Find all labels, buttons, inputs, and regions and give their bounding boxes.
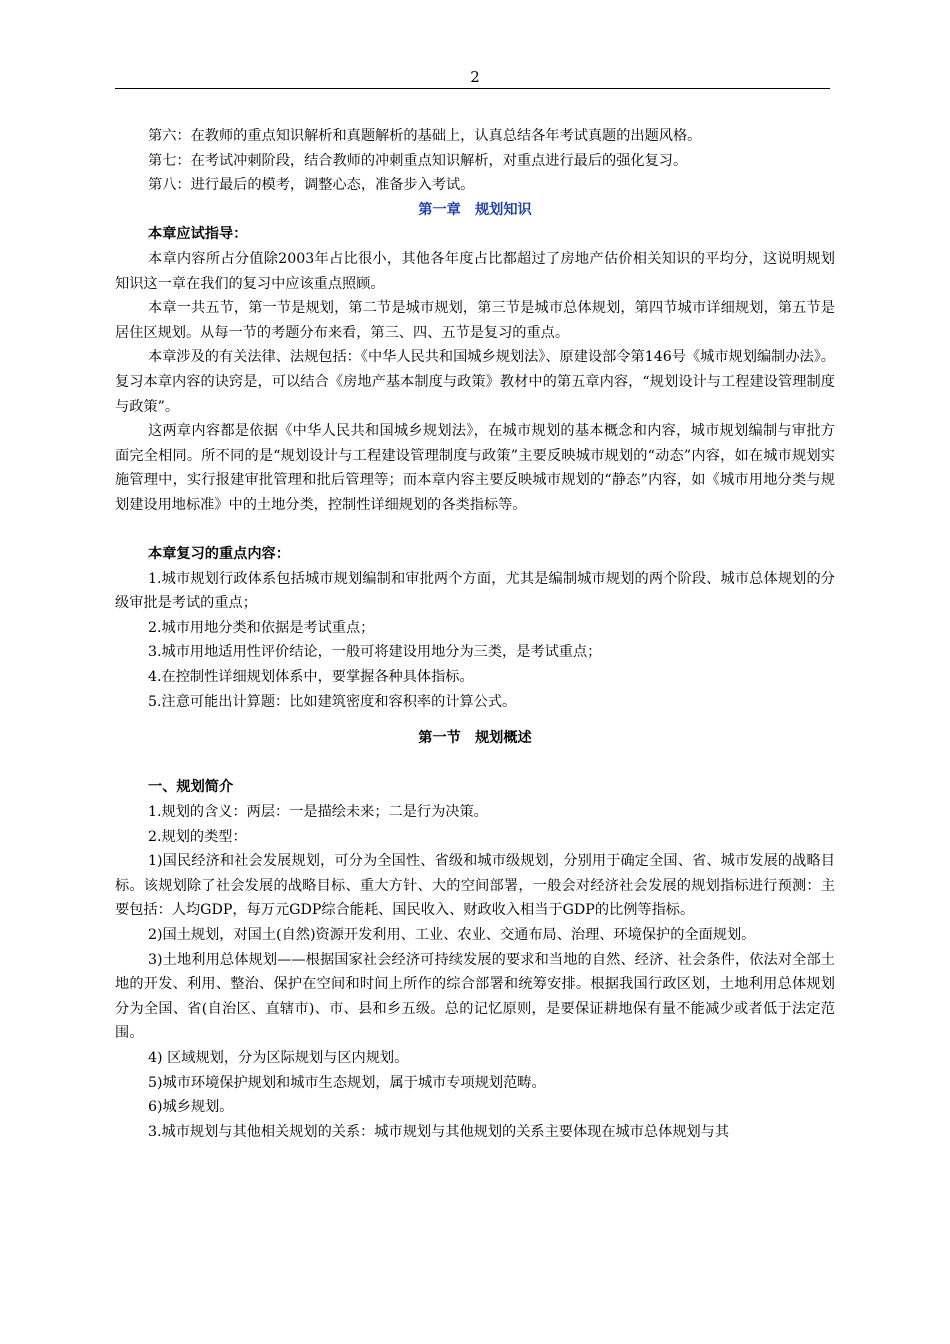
step-seven-line: 第七：在考试冲刺阶段，结合教师的冲刺重点知识解析，对重点进行最后的强化复习。 <box>148 152 688 169</box>
body-paragraph: 5)城市环境保护规划和城市生态规划，属于城市专项规划范畴。 <box>148 1074 546 1091</box>
page-content <box>115 124 835 1144</box>
spacer <box>115 714 835 726</box>
body-paragraph: 1.规划的含义：两层：一是描绘未来；二是行为决策。 <box>148 804 488 821</box>
header-rule <box>115 88 830 89</box>
body-paragraph: 3.城市规划与其他相关规划的关系：城市规划与其他规划的关系主要体现在城市总体规划与其 <box>148 1123 730 1140</box>
chapter-title: 第一章 规划知识 <box>418 201 532 218</box>
step-six-line: 第六：在教师的重点知识解析和真题解析的基础上，认真总结各年考试真题的出题风格。 <box>148 128 702 144</box>
body-paragraph: 6)城乡规划。 <box>148 1099 234 1116</box>
spacer <box>115 518 835 543</box>
body-paragraph: 4) 区域规划，分为区际规划与区内规划。 <box>148 1049 409 1066</box>
key-heading: 本章复习的重点内容： <box>148 546 290 563</box>
subsection-heading: 一、规划简介 <box>148 779 234 796</box>
spacer <box>115 751 835 776</box>
guide-paragraph: 本章涉及的有关法律、法规包括：《中华人民共和国城乡规划法》、原建设部令第146号《城市规划编制办法》。复习本章内容的诀窍是，可以结合《房地产基本制度与政策》教材中的第五章内容，“规划设计与工程建设管理制度与政策”。 <box>115 349 835 415</box>
key-point: 4.在控制性详细规划体系中，要掌握各种具体指标。 <box>148 669 474 686</box>
key-point: 3.城市用地适用性评价结论，一般可将建设用地分为三类，是考试重点； <box>148 644 602 661</box>
key-point: 5.注意可能出计算题：比如建筑密度和容积率的计算公式。 <box>148 693 517 710</box>
page-number: 2 <box>470 68 480 86</box>
guide-paragraph: 这两章内容都是依据《中华人民共和国城乡规划法》，在城市规划的基本概念和内容，城市规划编制与审批方面完全相同。所不同的是“规划设计与工程建设管理制度与政策”主要反映城市规划的“动态”内容，如在城市规划实施管理中，实行报建审批管理和批后管理等；而本章内容主要反映城市规划的“静态”内容，如《城市用地分类与规划建设用地标准》中的土地分类，控制性详细规划的各类指标等。 <box>115 423 835 513</box>
guide-paragraph: 本章一共五节，第一节是规划，第二节是城市规划，第三节是城市总体规划，第四节城市详细规划，第五节是居住区规划。从每一节的考题分布来看，第三、四、五节是复习的重点。 <box>115 300 835 341</box>
guide-paragraph: 本章内容所占分值除2003年占比很小，其他各年度占比都超过了房地产估价相关知识的平均分，这说明规划知识这一章在我们的复习中应该重点照顾。 <box>115 250 835 292</box>
body-paragraph: 1)国民经济和社会发展规划，可分为全国性、省级和城市级规划，分别用于确定全国、省、城市发展的战略目标。该规划除了社会发展的战略目标、重大方针、大的空间部署，一般会对经济社会发展的规划指标进行预测：主要包括：人均GDP，每万元GDP综合能耗、国民收入、财政收入相当于GDP的比例等指标。 <box>115 853 835 919</box>
step-eight-line: 第八：进行最后的模考，调整心态，准备步入考试。 <box>148 177 475 194</box>
body-paragraph: 3)土地利用总体规划——根据国家社会经济可持续发展的要求和当地的自然、经济、社会条件，依法对全部土地的开发、利用、整治、保护在空间和时间上所作的综合部署和统筹安排。根据我国行政区划，土地利用总体规划分为全国、省(自治区、直辖市)、市、县和乡五级。总的记忆原则，是要保证耕地保有量不能减少或者低于法定范围。 <box>115 951 835 1042</box>
body-paragraph: 2)国土规划，对国土(自然)资源开发利用、工业、农业、交通布局、治理、环境保护的全面规划。 <box>148 927 756 943</box>
body-paragraph: 2.规划的类型： <box>148 828 247 845</box>
section-title: 第一节 规划概述 <box>418 730 532 747</box>
guide-heading: 本章应试指导： <box>148 226 248 243</box>
key-point: 2.城市用地分类和依据是考试重点； <box>148 619 375 636</box>
key-point: 1.城市规划行政体系包括城市规划编制和审批两个方面，尤其是编制城市规划的两个阶段、城市总体规划的分级审批是考试的重点； <box>115 570 835 612</box>
